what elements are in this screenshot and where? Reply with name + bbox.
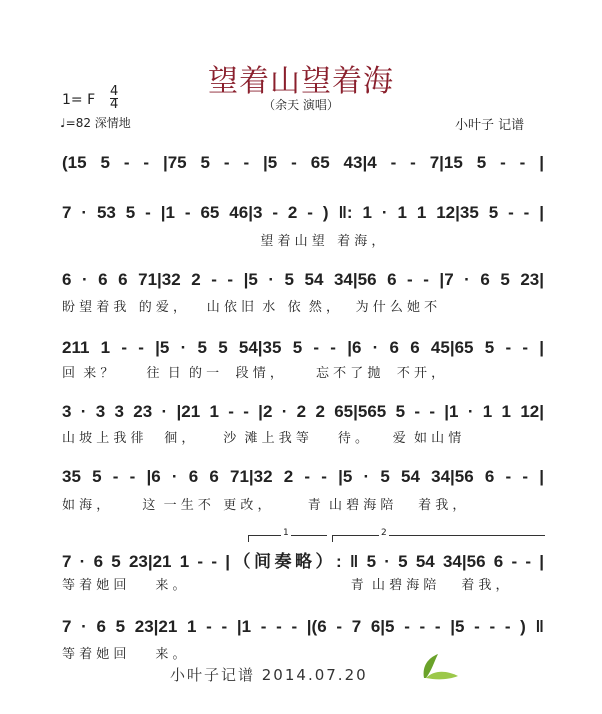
notes: 3 · 3 3 23 · |21 1 - - |2 · 2 2 65|565 5 - - |1 · 1 1 12| xyxy=(62,402,544,421)
notation-row-5 xyxy=(62,402,544,422)
leaf-icon xyxy=(420,652,460,680)
notation-row-6 xyxy=(62,467,544,487)
key-signature: 1= F xyxy=(62,92,96,108)
notation-row-1 xyxy=(62,153,544,173)
notation-row-3 xyxy=(62,270,544,290)
notes: 7 · 6 5 23|21 1 - - |1 - - - |(6 - 7 6|5 - - - |5 - - - ) ‖ xyxy=(62,617,544,636)
notes: (15 5 - - |75 5 - - |5 - 65 43|4 - - 7|15 5 - - | xyxy=(62,153,544,172)
time-signature xyxy=(110,86,118,111)
notation-row-4 xyxy=(62,338,544,358)
arranger-credit: 小叶子 记谱 xyxy=(455,118,525,133)
notation-row-8 xyxy=(62,617,544,637)
notes: 7 · 6 5 23|21 1 - - |（间奏略）: ‖ 5 · 5 54 34|56 6 - - | xyxy=(62,552,544,571)
lyrics-row-2: 望 着 山 望 着 海 ， xyxy=(62,234,385,249)
notation-row-7 xyxy=(62,547,544,572)
notes: 35 5 - - |6 · 6 6 71|32 2 - - |5 · 5 54 34|56 6 - - | xyxy=(62,467,544,486)
footer-signature: 小叶子记谱 2014.07.20 xyxy=(170,666,368,684)
volta-label: 2 xyxy=(381,528,387,538)
volta-label: 1 xyxy=(283,528,289,538)
lyrics-row-4: 回 来 ？ 往 日 的 一 段 情 ， 忘 不 了 抛 不 开 ， xyxy=(62,366,445,381)
notes: 211 1 - - |5 · 5 5 54|35 5 - - |6 · 6 6 45|65 5 - - | xyxy=(62,338,544,357)
notes: 7 · 53 5 - |1 - 65 46|3 - 2 - ) ‖: 1 · 1 1 12|35 5 - - | xyxy=(62,203,544,222)
notes: 6 · 6 6 71|32 2 - - |5 · 5 54 34|56 6 - - |7 · 6 5 23| xyxy=(62,270,544,289)
notation-row-2 xyxy=(62,203,544,223)
time-signature-top: 4 xyxy=(110,84,119,99)
song-title: 望着山望着海 xyxy=(208,64,394,99)
time-signature-bottom: 4 xyxy=(110,97,119,112)
lyrics-row-7: 等 着 她 回 来 。 青 山 碧 海 陪 着 我 ， xyxy=(62,578,509,593)
volta-bracket-2 xyxy=(332,528,545,542)
lyrics-row-6: 如 海 ， 这 一 生 不 更 改 ， 青 山 碧 海 陪 着 我 ， xyxy=(62,498,466,513)
singer-credit: （余天 演唱） xyxy=(263,98,339,112)
tempo-marking: ♩=82 深情地 xyxy=(60,116,131,130)
lyrics-row-3: 盼 望 着 我 的 爱 ， 山 依 旧 水 依 然 ， 为 什 么 她 不 xyxy=(62,300,438,315)
volta-bracket-1 xyxy=(248,528,327,542)
lyrics-row-8: 等 着 她 回 来 。 xyxy=(62,647,186,662)
lyrics-row-5: 山 坡 上 我 徘 徊 ， 沙 滩 上 我 等 待 。 爱 如 山 情 xyxy=(62,431,462,446)
